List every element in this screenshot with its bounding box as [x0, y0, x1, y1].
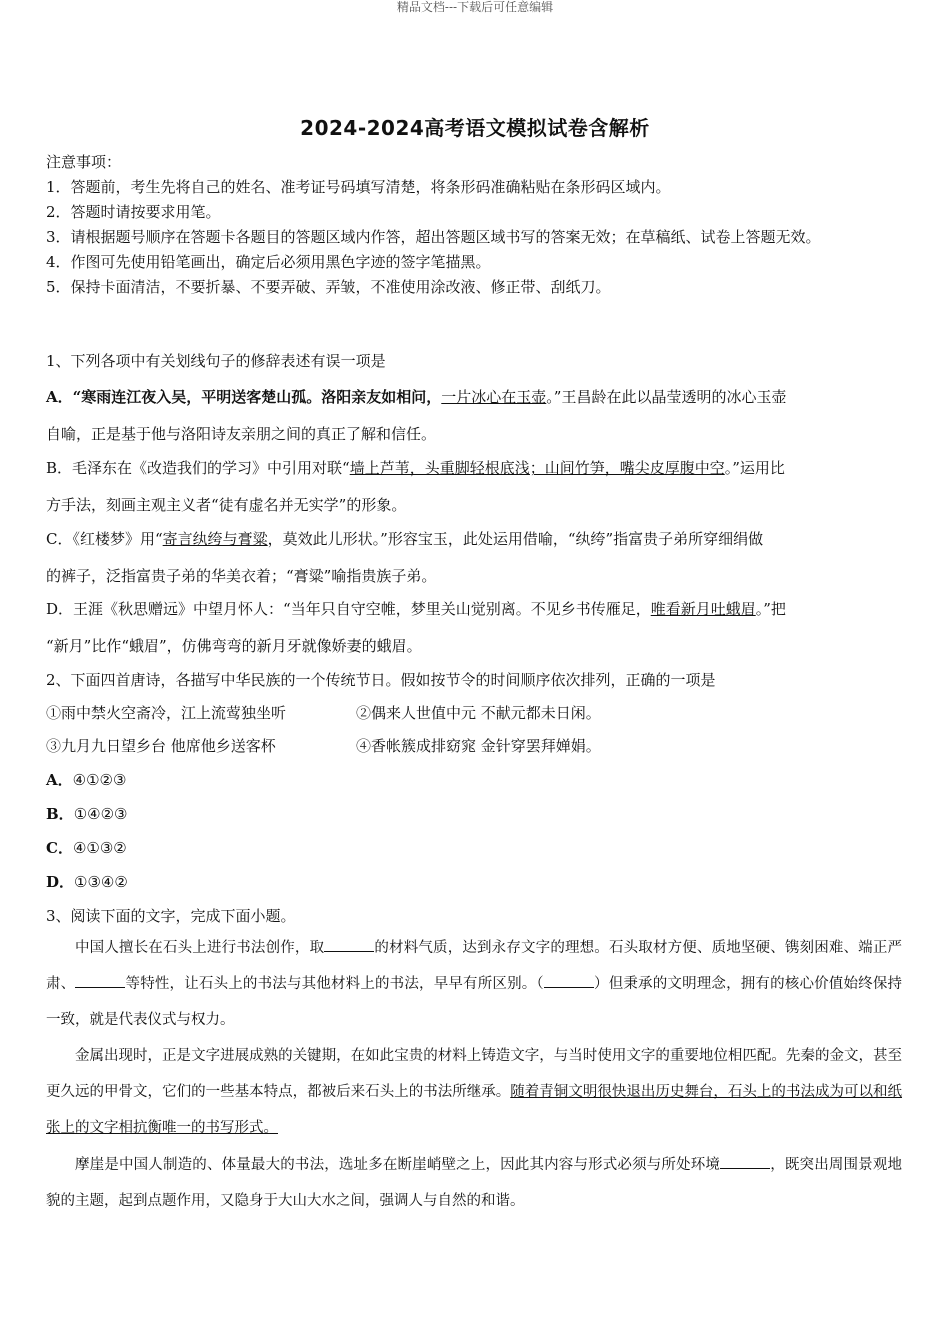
q1-stem: 1、下列各项中有关划线句子的修辞表述有误一项是: [46, 352, 386, 370]
q2-poem-3: ③九月九日望乡台 他席他乡送客杯: [46, 737, 276, 755]
q1-emphasis: 有误: [310, 352, 341, 370]
q2-poem-1: ①雨中禁火空斋冷，江上流莺独坐听: [46, 704, 287, 722]
note-item: 3．请根据题号顺序在答题卡各题目的答题区域内作答，超出答题区域书写的答案无效；在草稿纸、试卷上答题无效。: [46, 228, 821, 246]
q2-option-c: C．④①③②: [46, 839, 127, 857]
q1-option-d: D．王涯《秋思赠远》中望月怀人：“当年只自守空帷，梦里关山觉别离。不见乡书传雁足，唯看新月吐蛾眉。”把: [46, 600, 786, 618]
q2-stem: 2、下面四首唐诗，各描写中华民族的一个传统节日。假如按节令的时间顺序依次排列，正确的一项是: [46, 671, 716, 689]
note-item: 1．答题前，考生先将自己的姓名、准考证号码填写清楚，将条形码准确粘贴在条形码区域内。: [46, 178, 671, 196]
q2-poem-2: ②偶来人世值中元 不献元都未日闲。: [356, 704, 601, 722]
watermark: 精品文档---下载后可任意编辑: [396, 0, 554, 14]
q1-option-b: B．毛泽东在《改造我们的学习》中引用对联“墙上芦苇，头重脚轻根底浅；山间竹笋，嘴尖皮厚腹中空。”运用比: [46, 459, 785, 477]
page-title: 2024-2024高考语文模拟试卷含解析: [300, 116, 650, 140]
q2-option-d: D．①③④②: [46, 873, 128, 891]
underlined-sentence: 寄言纨绔与膏粱: [162, 530, 268, 548]
note-item: 5．保持卡面清洁，不要折暴、不要弄破、弄皱，不准使用涂改液、修正带、刮纸刀。: [46, 278, 611, 296]
q1-option-a: A．“寒雨连江夜入吴，平明送客楚山孤。洛阳亲友如相问，一片冰心在玉壶。”王昌龄在此以晶莹透明的冰心玉壶: [46, 388, 787, 406]
q3-paragraph-1: 中国人擅长在石头上进行书法创作，取 的材料气质，达到永存文字的理想。石头取材方便、质地坚硬、镌刻困难、端正严肃、 等特性，让石头上的书法与其他材料上的书法，早早有所区别。（ ）但秉承的文明理念，拥有的核心价值始终保持一致，就是代表仪式与权力。: [46, 930, 902, 1038]
q1-option-d-cont: “新月”比作“蛾眉”，仿佛弯弯的新月牙就像娇妻的蛾眉。: [46, 637, 422, 655]
q2-option-b: B．①④②③: [46, 805, 128, 823]
notes-section: [46, 150, 906, 300]
fill-blank[interactable]: [720, 1152, 770, 1169]
q1-option-b-cont: 方手法，刻画主观主义者“徒有虚名并无实学”的形象。: [46, 496, 407, 514]
underlined-sentence: 唯看新月吐蛾眉: [650, 600, 756, 618]
underlined-sentence: 随着青铜文明很快退出历史舞台，石头上的书法成为可以和纸张上的文字相抗衡唯一的书写形式。: [46, 1084, 903, 1136]
q2-poem-4: ④香帐簇成排窈窕 金针穿罢拜婵娟。: [356, 737, 601, 755]
notes-heading: 注意事项：: [46, 153, 122, 171]
note-item: 2．答题时请按要求用笔。: [46, 203, 221, 221]
q1-option-c-cont: 的裤子，泛指富贵子弟的华美衣着；“膏粱”喻指贵族子弟。: [46, 567, 437, 585]
q1-option-a-cont: 自喻，正是基于他与洛阳诗友亲朋之间的真正了解和信任。: [46, 425, 437, 443]
underlined-sentence: 一片冰心在玉壶: [441, 388, 547, 406]
q3-paragraph-2: 金属出现时，正是文字进展成熟的关键期，在如此宝贵的材料上铸造文字，与当时使用文字的重要地位相匹配。先秦的金文，甚至更久远的甲骨文，它们的一些基本特点，都被后来石头上的书法所继承。随着青铜文明很快退出历史舞台，石头上的书法成为可以和纸张上的文字相抗衡唯一的书写形式。: [46, 1048, 903, 1136]
fill-blank[interactable]: [75, 971, 125, 988]
q3-stem: 3、阅读下面的文字，完成下面小题。: [46, 907, 296, 925]
q1-option-c: C．《红楼梦》用“寄言纨绔与膏粱，莫效此儿形状。”形容宝玉，此处运用借喻，“纨绔”指富贵子弟所穿细绢做: [46, 530, 764, 548]
q3-paragraph-3: 摩崖是中国人制造的、体量最大的书法，选址多在断崖峭壁之上，因此其内容与形式必须与所处环境 ，既突出周围景观地貌的主题，起到点题作用，又隐身于大山大水之间，强调人与自然的和谐。: [46, 1147, 902, 1219]
note-item: 4．作图可先使用铅笔画出，确定后必须用黑色字迹的签字笔描黑。: [46, 253, 491, 271]
underlined-sentence: 墙上芦苇，头重脚轻根底浅；山间竹笋，嘴尖皮厚腹中空: [349, 459, 725, 477]
fill-blank[interactable]: [324, 935, 374, 952]
q2-option-a: A．④①②③: [46, 771, 127, 789]
fill-blank[interactable]: [544, 971, 594, 988]
